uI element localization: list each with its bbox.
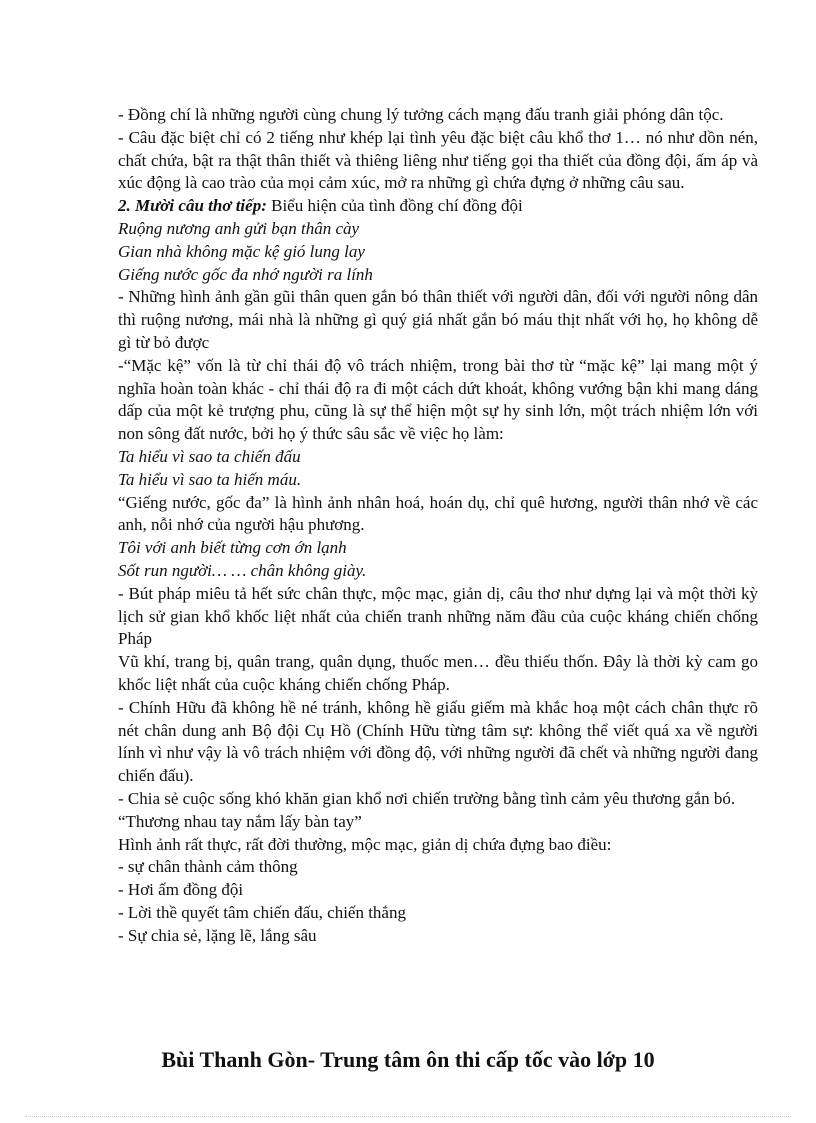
section-heading	[118, 195, 758, 218]
poem-line: Gian nhà không mặc kệ gió lung lay	[118, 241, 365, 261]
quote-line: “Thương nhau tay nắm lấy bàn tay”	[118, 811, 362, 831]
paragraph: - Đồng chí là những người cùng chung lý tưởng cách mạng đấu tranh giải phóng dân tộc.	[118, 105, 724, 124]
poem-line: Ta hiểu vì sao ta hiến máu.	[118, 469, 302, 489]
paragraph: Vũ khí, trang bị, quân trang, quân dụng, thuốc men… đều thiếu thốn. Đây là thời kỳ cam go khốc liệt nhất của cuộc kháng chiến chống Pháp.	[118, 652, 758, 694]
list-item: - Lời thề quyết tâm chiến đấu, chiến thắng	[118, 902, 406, 922]
paragraph: - Những hình ảnh gần gũi thân quen gắn bó thân thiết với người dân, đối với người nông dân thì ruộng nương, mái nhà là những gì quý giá nhất gắn bó máu thịt nhất với họ, họ không dễ gì từ bỏ được	[118, 287, 758, 352]
section-heading-title: 2. Mười câu thơ tiếp:	[118, 196, 267, 216]
poem-line: Sốt run người… … chân không giày.	[118, 560, 367, 580]
document-body	[118, 104, 758, 947]
poem-line: Tôi với anh biết từng cơn ớn lạnh	[118, 538, 347, 558]
paragraph: - Chia sẻ cuộc sống khó khăn gian khổ nơi chiến trường bằng tình cảm yêu thương gắn bó.	[118, 788, 736, 808]
paragraph: Hình ảnh rất thực, rất đời thường, mộc mạc, giản dị chứa đựng bao điều:	[118, 834, 612, 854]
paragraph: - Bút pháp miêu tả hết sức chân thực, mộc mạc, giản dị, câu thơ như dựng lại và một thời kỳ lịch sử gian khổ khốc liệt nhất của chiến tranh những năm đầu của cuộc kháng chiến chống Pháp	[118, 583, 758, 649]
paragraph: “Giếng nước, gốc đa” là hình ảnh nhân hoá, hoán dụ, chỉ quê hương, người thân nhớ về các anh, nỗi nhớ của người hậu phương.	[118, 492, 758, 535]
paragraph: -“Mặc kệ” vốn là từ chỉ thái độ vô trách nhiệm, trong bài thơ từ “mặc kệ” lại mang một ý nghĩa hoàn toàn khác - chỉ thái độ ra đi một cách dứt khoát, không vướng bận khi mang dáng dấp của một kẻ trượng phu, cũng là sự thể hiện một sự hy sinh lớn, một trách nhiệm lớn với non sông đất nước, bởi họ ý thức sâu sắc về việc họ làm:	[118, 355, 758, 444]
list-item: - Hơi ấm đồng đội	[118, 880, 244, 900]
paragraph: - Câu đặc biệt chỉ có 2 tiếng như khép lại tình yêu đặc biệt câu khổ thơ 1… nó như dồn nén, chất chứa, bật ra thật thân thiết và thiêng liêng như tiếng gọi tha thiết của đồng đội, ấm áp và xúc động là cao trào của mọi cảm xúc, mở ra những gì chứa đựng ở những câu sau.	[118, 127, 758, 193]
page-divider	[25, 1116, 791, 1117]
list-item: - Sự chia sẻ, lặng lẽ, lắng sâu	[118, 925, 317, 945]
section-heading-text: Biểu hiện của tình đồng chí đồng đội	[266, 196, 523, 216]
list-item: - sự chân thành cảm thông	[118, 857, 298, 877]
poem-line: Ta hiểu vì sao ta chiến đấu	[118, 446, 301, 466]
paragraph: - Chính Hữu đã không hề né tránh, không hề giấu giếm mà khắc hoạ một cách chân thực rõ nét chân dung anh Bộ đội Cụ Hồ (Chính Hữu từng tâm sự: không thể viết quá xa về người lính vì như vậy là vô trách nhiệm với đồng độ, với những người đã chết và những người đang chiến đấu).	[118, 697, 758, 786]
poem-line: Giếng nước gốc đa nhớ người ra lính	[118, 264, 373, 284]
page-footer: Bùi Thanh Gòn- Trung tâm ôn thi cấp tốc vào lớp 10	[161, 1047, 655, 1072]
poem-line: Ruộng nương anh gửi bạn thân cày	[118, 218, 360, 238]
